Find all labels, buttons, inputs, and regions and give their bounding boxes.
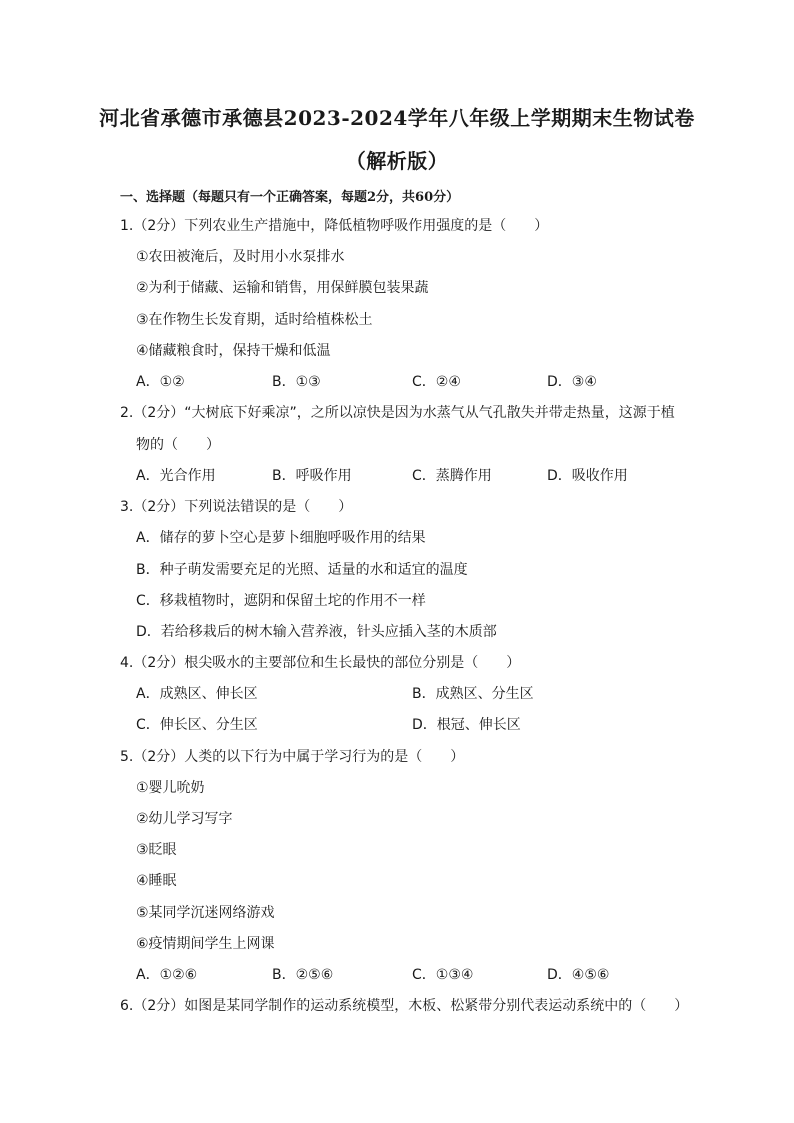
question-1-option-b: B．①③ xyxy=(272,374,321,390)
question-3-option-a: A．储存的萝卜空心是萝卜细胞呼吸作用的结果 xyxy=(136,530,426,546)
question-1-option-a: A．①② xyxy=(136,374,185,390)
question-5-item: ④睡眠 xyxy=(136,873,177,889)
question-5-item: ⑥疫情期间学生上网课 xyxy=(136,936,275,952)
question-5-option-b: B．②⑤⑥ xyxy=(272,967,334,983)
question-2-option-c: C．蒸腾作用 xyxy=(412,468,492,484)
question-1-item: ③在作物生长发育期，适时给植株松土 xyxy=(136,312,373,328)
question-4-option-a: A．成熟区、伸长区 xyxy=(136,686,258,702)
question-1-item: ①农田被淹后，及时用小水泵排水 xyxy=(136,249,345,265)
question-2-option-b: B．呼吸作用 xyxy=(272,468,352,484)
question-5-stem: 5.（2分）人类的以下行为中属于学习行为的是（ ） xyxy=(120,749,465,765)
question-4-option-b: B．成熟区、分生区 xyxy=(412,686,534,702)
question-3-option-d: D．若给移栽后的树木输入营养液，针头应插入茎的木质部 xyxy=(136,624,497,640)
question-1-item: ②为利于储藏、运输和销售，用保鲜膜包装果蔬 xyxy=(136,280,429,296)
question-3-stem: 3.（2分）下列说法错误的是（ ） xyxy=(120,499,353,515)
question-1-option-c: C．②④ xyxy=(412,374,461,390)
question-5-item: ③眨眼 xyxy=(136,842,177,858)
question-5-item: ②幼儿学习写字 xyxy=(136,811,233,827)
question-2-stem: 2.（2分）“大树底下好乘凉”，之所以凉快是因为水蒸气从气孔散失并带走热量，这源于植 xyxy=(120,405,675,421)
question-4-option-c: C．伸长区、分生区 xyxy=(136,717,258,733)
question-2-option-d: D．吸收作用 xyxy=(547,468,628,484)
section-heading: 一、选择题（每题只有一个正确答案，每题2分，共60分） xyxy=(120,190,460,205)
question-2-stem-cont: 物的（ ） xyxy=(136,437,220,453)
exam-subtitle: （解析版） xyxy=(345,149,449,173)
question-1-stem: 1.（2分）下列农业生产措施中，降低植物呼吸作用强度的是（ ） xyxy=(120,218,549,234)
question-5-option-a: A．①②⑥ xyxy=(136,967,198,983)
question-3-option-b: B．种子萌发需要充足的光照、适量的水和适宜的温度 xyxy=(136,562,468,578)
question-5-item: ⑤某同学沉迷网络游戏 xyxy=(136,905,275,921)
question-3-option-c: C．移栽植物时，遮阴和保留土坨的作用不一样 xyxy=(136,593,426,609)
question-2-option-a: A．光合作用 xyxy=(136,468,216,484)
question-5-option-d: D．④⑤⑥ xyxy=(547,967,610,983)
question-1-option-d: D．③④ xyxy=(547,374,597,390)
question-4-stem: 4.（2分）根尖吸水的主要部位和生长最快的部位分别是（ ） xyxy=(120,655,521,671)
exam-title: 河北省承德市承德县2023-2024学年八年级上学期期末生物试卷 xyxy=(99,106,695,130)
question-1-item: ④储藏粮食时，保持干燥和低温 xyxy=(136,343,331,359)
question-5-option-c: C．①③④ xyxy=(412,967,474,983)
question-5-item: ①婴儿吮奶 xyxy=(136,780,205,796)
question-4-option-d: D．根冠、伸长区 xyxy=(412,717,521,733)
question-6-stem: 6.（2分）如图是某同学制作的运动系统模型，木板、松紧带分别代表运动系统中的（ ） xyxy=(120,998,689,1014)
